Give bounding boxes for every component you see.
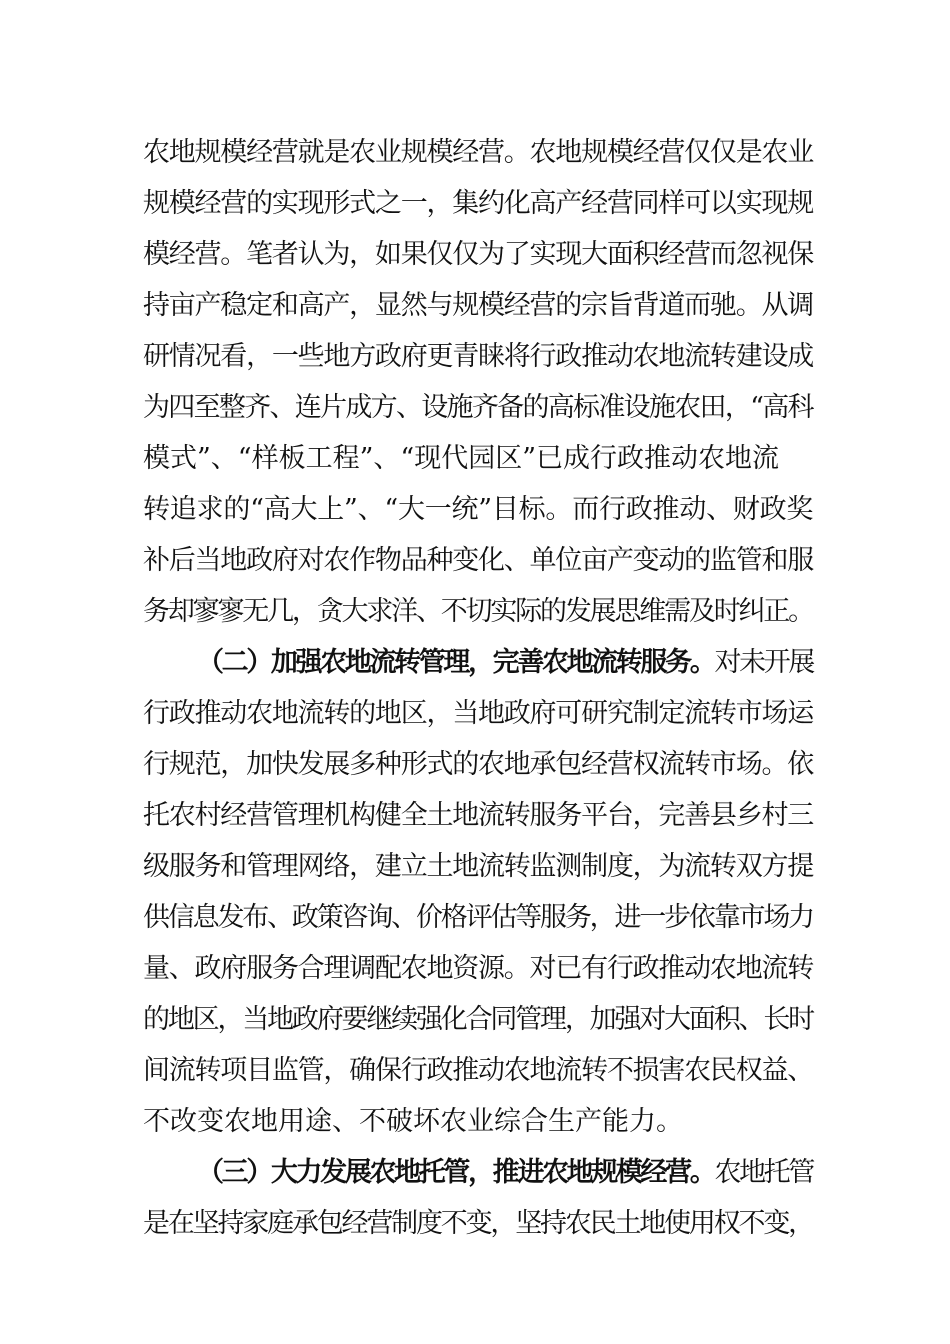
body-text bbox=[143, 127, 813, 1249]
text-line: 行政推动农地流转的地区，当地政府可研究制定流转市场运 bbox=[143, 698, 813, 729]
text-line: 的地区，当地政府要继续强化合同管理，加强对大面积、长时 bbox=[143, 1004, 813, 1035]
text-line: 为四至整齐、连片成方、设施齐备的高标准设施农田，“高科 bbox=[143, 392, 813, 423]
text-line: 量、政府服务合理调配农地资源。对已有行政推动农地流转 bbox=[143, 953, 813, 984]
section-3-first-line-text: 农地托管 bbox=[714, 1157, 814, 1188]
text-line: 托农村经营管理机构健全土地流转服务平台，完善县乡村三 bbox=[143, 800, 813, 831]
text-line: 行规范，加快发展多种形式的农地承包经营权流转市场。依 bbox=[143, 749, 813, 780]
section-2-first-line bbox=[143, 637, 813, 688]
text-line: 补后当地政府对农作物品种变化、单位亩产变动的监管和服 bbox=[143, 545, 813, 576]
text-line: 务却寥寥无几，贪大求洋、不切实际的发展思维需及时纠正。 bbox=[143, 596, 813, 627]
text-line: 供信息发布、政策咨询、价格评估等服务，进一步依靠市场力 bbox=[143, 902, 813, 933]
section-3-heading: （三）大力发展农地托管，推进农地规模经营。 bbox=[197, 1157, 715, 1188]
section-2-first-line-text: 对未开展 bbox=[714, 647, 814, 678]
text-line: 间流转项目监管，确保行政推动农地流转不损害农民权益、 bbox=[143, 1055, 813, 1086]
text-line: 研情况看，一些地方政府更青睐将行政推动农地流转建设成 bbox=[143, 341, 813, 372]
text-line: 是在坚持家庭承包经营制度不变，坚持农民土地使用权不变， bbox=[143, 1208, 813, 1239]
section-3-first-line bbox=[143, 1147, 813, 1198]
text-line: 不改变农地用途、不破坏农业综合生产能力。 bbox=[143, 1106, 683, 1137]
text-line: 模经营。笔者认为，如果仅仅为了实现大面积经营而忽视保 bbox=[143, 239, 813, 270]
text-line: 持亩产稳定和高产，显然与规模经营的宗旨背道而驰。从调 bbox=[143, 290, 813, 321]
text-line: 规模经营的实现形式之一，集约化高产经营同样可以实现规 bbox=[143, 188, 813, 219]
text-line: 转追求的“高大上”、“大一统”目标。而行政推动、财政奖 bbox=[143, 494, 814, 525]
section-2-heading: （二）加强农地流转管理，完善农地流转服务。 bbox=[197, 647, 715, 678]
text-line: 农地规模经营就是农业规模经营。农地规模经营仅仅是农业 bbox=[143, 137, 813, 168]
text-line: 级服务和管理网络，建立土地流转监测制度，为流转双方提 bbox=[143, 851, 813, 882]
text-line: 模式”、“样板工程”、“现代园区”已成行政推动农地流 bbox=[143, 443, 780, 474]
